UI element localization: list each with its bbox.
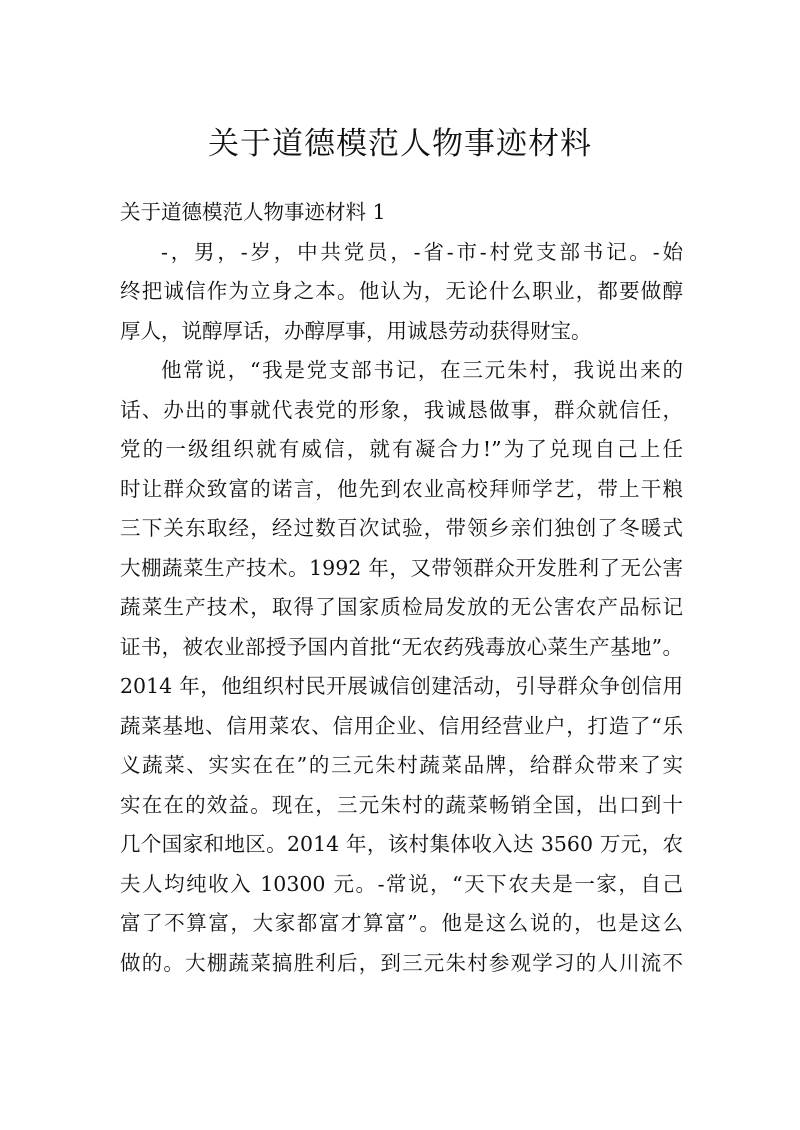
- text-line: -，男，-岁，中共党员，-省-市-村党支部书记。-始: [161, 239, 683, 264]
- text-line: 厚人，说醇厚话，办醇厚事，用诚恳劳动获得财宝。: [120, 318, 592, 343]
- text-line: 实在在的效益。现在，三元朱村的蔬菜畅销全国，出口到十: [120, 792, 683, 817]
- text-line: 话、办出的事就代表党的形象，我诚恳做事，群众就信任，: [120, 397, 683, 422]
- document-title: 关于道德模范人物事迹材料: [208, 126, 592, 162]
- text-line: 三下关东取经，经过数百次试验，带领乡亲们独创了冬暖式: [120, 516, 683, 540]
- text-line: 蔬菜生产技术，取得了国家质检局发放的无公害农产品标记: [120, 595, 683, 619]
- text-line: 时让群众致富的诺言，他先到农业高校拜师学艺，带上干粮: [120, 476, 683, 501]
- text-line: 终把诚信作为立身之本。他认为，无论什么职业，都要做醇: [120, 279, 683, 303]
- paragraph-2: [120, 351, 683, 983]
- text-line: 2014 年，他组织村民开展诚信创建活动，引导群众争创信用: [120, 674, 683, 698]
- section-heading: 关于道德模范人物事迹材料 1: [120, 200, 386, 224]
- text-line: 大棚蔬菜生产技术。1992 年，又带领群众开发胜利了无公害: [120, 555, 683, 580]
- text-line: 党的一级组织就有威信，就有凝合力!”为了兑现自己上任: [120, 437, 683, 461]
- text-line: 做的。大棚蔬菜搞胜利后，到三元朱村参观学习的人川流不: [120, 950, 683, 975]
- text-line: 夫人均纯收入 10300 元。-常说，“天下农夫是一家，自己: [120, 871, 683, 896]
- document-body: [120, 193, 683, 983]
- text-line: 他常说，“我是党支部书记，在三元朱村，我说出来的: [161, 358, 683, 382]
- text-line: 富了不算富，大家都富才算富”。他是这么说的，也是这么: [120, 911, 683, 935]
- paragraph-1: [120, 233, 683, 352]
- text-line: 义蔬菜、实实在在”的三元朱村蔬菜品牌，给群众带来了实: [120, 753, 683, 777]
- text-line: 蔬菜基地、信用菜农、信用企业、信用经营业户，打造了“乐: [120, 713, 683, 738]
- text-line: 证书，被农业部授予国内首批“无农药残毒放心菜生产基地”。: [120, 634, 683, 659]
- text-line: 几个国家和地区。2014 年，该村集体收入达 3560 万元，农: [120, 832, 683, 856]
